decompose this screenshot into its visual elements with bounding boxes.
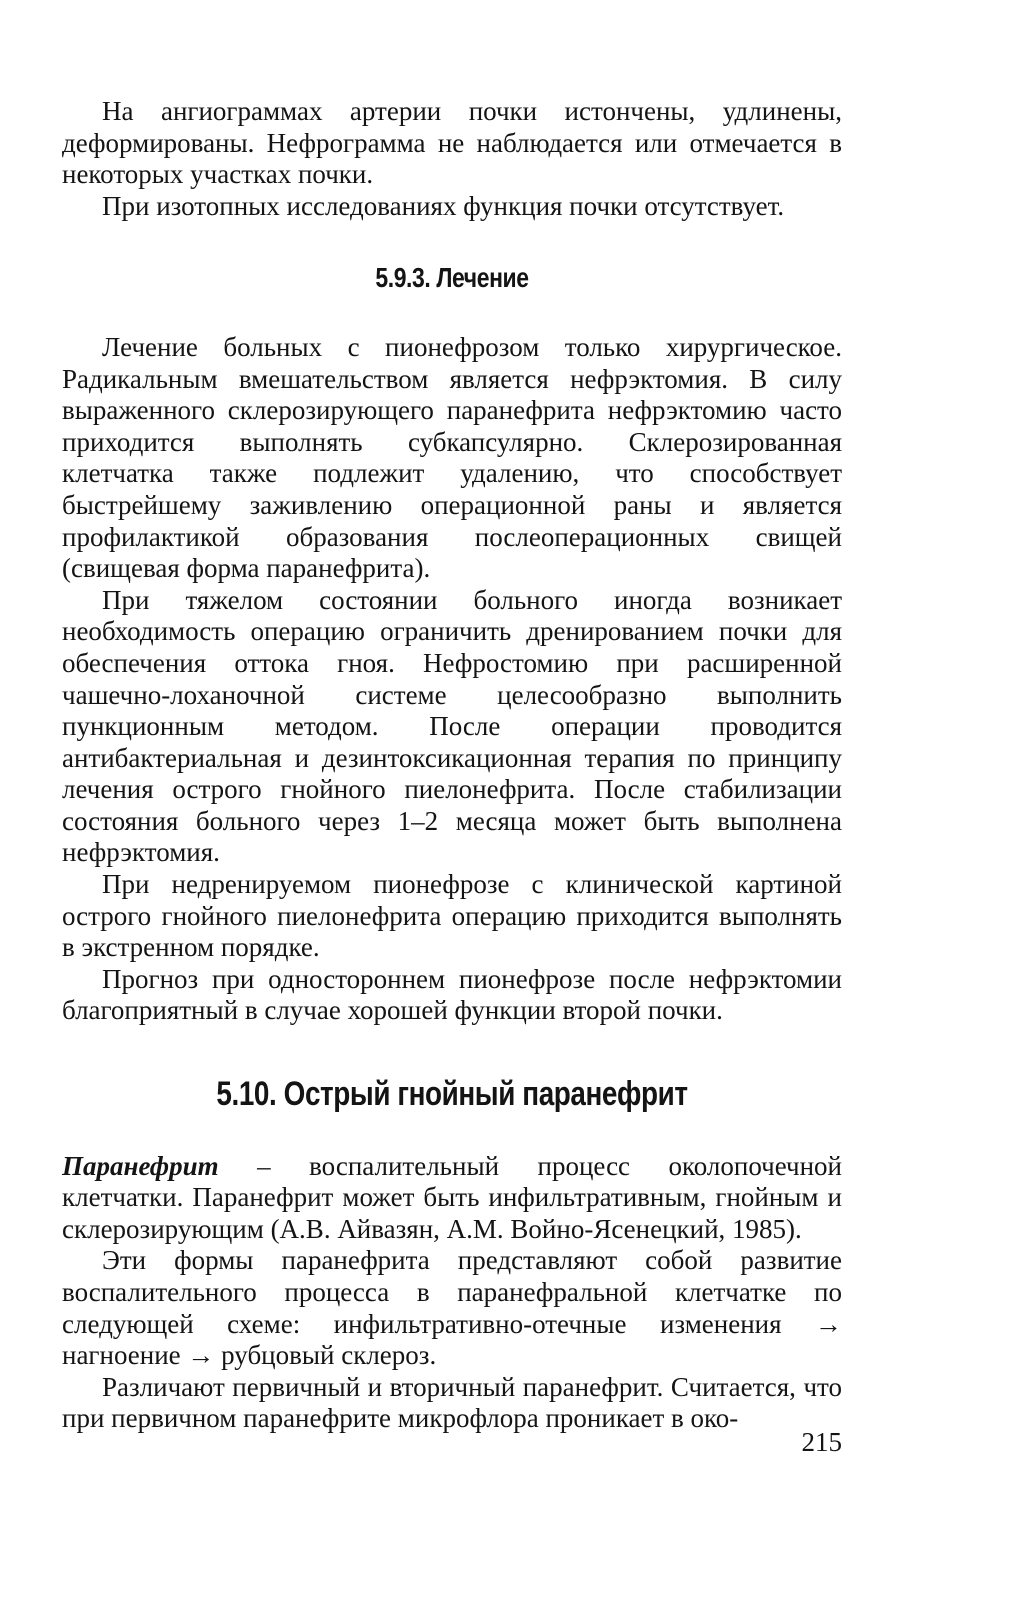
section-heading-5-9-3: 5.9.3. Лечение xyxy=(375,262,529,294)
intro-paragraph-2: При изотопных исследованиях функция почки отсутствует. xyxy=(102,190,785,221)
page-content xyxy=(62,96,842,1435)
treatment-paragraph-2: При тяжелом состоянии больного иногда возникает необходимость операцию ограничить дренированием почки для обеспечения оттока гноя. Нефростомию при расширенной чашечно-лоханочной системе целесообразно выполнить пункционным методом. После операции проводится антибактериальная и дезинтоксикационная терапия по принципу лечения острого гнойного пиелонефрита. После стабилизации состояния больного через 1–2 месяца может быть выполнена нефрэктомия. xyxy=(62,584,842,868)
intro-paragraph-1: На ангиограммах артерии почки истончены, удлинены, деформированы. Нефрограмма не наблюдается или отмечается в некоторых участках почки. xyxy=(62,96,842,190)
paranephritis-paragraph-2: Различают первичный и вторичный паранефрит. Считается, что при первичном паранефрите микрофлора проникает в око- xyxy=(62,1371,842,1434)
page-number: 215 xyxy=(801,1427,842,1457)
definition-text: – воспалительный процесс околопочечной клетчатки. Паранефрит может быть инфильтративным, гнойным и склерозирующим (А.В. Айвазян, А.М. Войно-Ясенецкий, 1985). xyxy=(62,1150,842,1244)
section-heading-5-10: 5.10. Острый гнойный паранефрит xyxy=(216,1075,688,1114)
term-paranephritis: Паранефрит xyxy=(62,1150,219,1181)
treatment-paragraph-4: Прогноз при одностороннем пионефрозе после нефрэктомии благоприятный в случае хорошей функции второй почки. xyxy=(62,963,842,1026)
treatment-paragraph-1: Лечение больных с пионефрозом только хирургическое. Радикальным вмешательством является нефрэктомия. В силу выраженного склерозирующего паранефрита нефрэктомию часто приходится выполнять субкапсулярно. Склерозированная клетчатка также подлежит удалению, что способствует быстрейшему заживлению операционной раны и является профилактикой образования послеоперационных свищей (свищевая форма паранефрита). xyxy=(62,331,842,584)
paranephritis-paragraph-1: Эти формы паранефрита представляют собой развитие воспалительного процесса в паранефральной клетчатке по следующей схеме: инфильтративно-отечные изменения → нагноение → рубцовый склероз. xyxy=(62,1245,842,1371)
definition-paragraph xyxy=(62,1151,842,1246)
treatment-paragraph-3: При недренируемом пионефрозе с клинической картиной острого гнойного пиелонефрита операцию приходится выполнять в экстренном порядке. xyxy=(62,869,842,963)
